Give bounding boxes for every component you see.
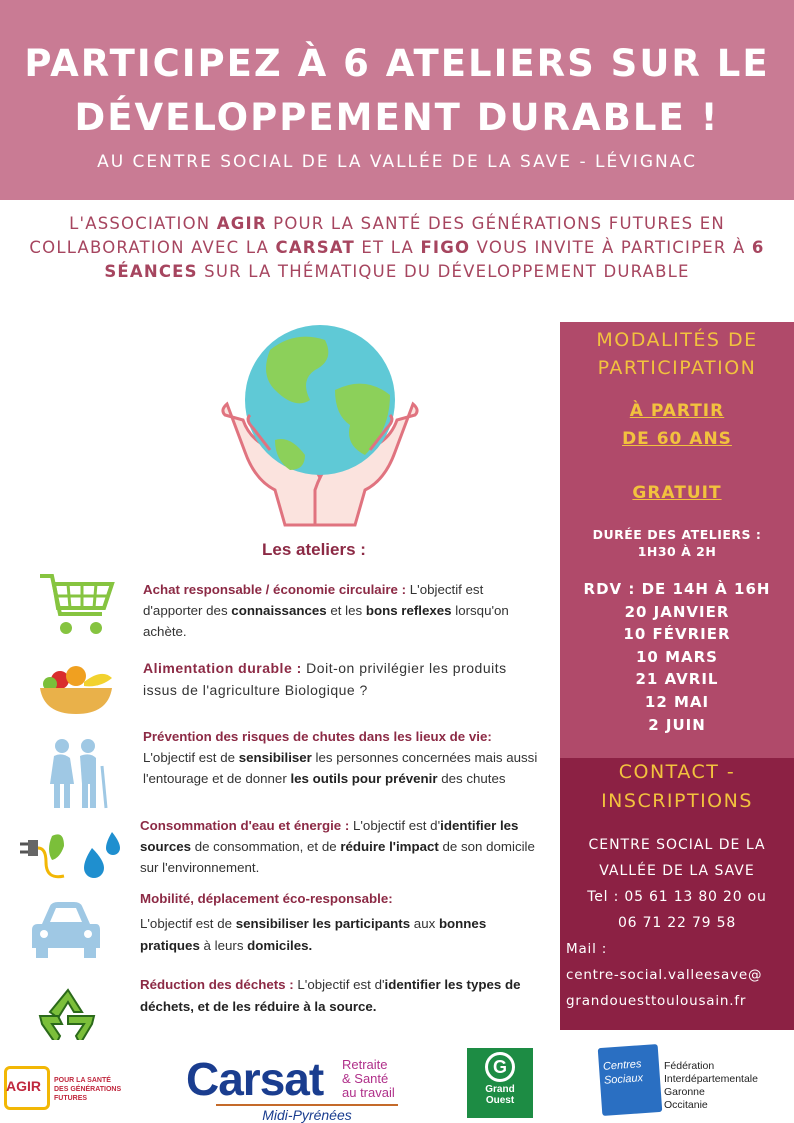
atelier-text: L'objectif est d'	[293, 977, 385, 992]
age-line-1: À PARTIR	[629, 401, 725, 421]
mail-label: Mail :	[566, 941, 608, 957]
age-line-2: DE 60 ANS	[622, 429, 732, 449]
car-icon	[30, 900, 102, 960]
date-item: 10 MARS	[636, 647, 718, 666]
atelier-bold: sensibiliser	[238, 750, 312, 765]
atelier-bold: identifier les sources	[140, 818, 519, 854]
agir-logo-tagline: POUR LA SANTÉ DES GÉNÉRATIONS FUTURES	[54, 1077, 122, 1102]
contact-title-l2: INSCRIPTIONS	[601, 790, 753, 812]
atelier-item	[143, 579, 543, 642]
recycle-icon	[36, 986, 100, 1048]
atelier-text: de consommation, et de	[191, 839, 341, 854]
atelier-heading: Mobilité, déplacement éco-responsable:	[140, 891, 393, 906]
date-item: 2 JUIN	[648, 715, 706, 734]
intro-part: VOUS INVITE À PARTICIPER À	[470, 238, 752, 257]
atelier-text: L'objectif est de	[143, 750, 239, 765]
grand-ouest-line: Grand	[485, 1084, 515, 1095]
duree-line-2: 1H30 À 2H	[637, 544, 717, 559]
header-banner	[0, 0, 794, 200]
figo-line: Garonne	[664, 1086, 705, 1098]
atelier-text: L'objectif est d'	[349, 818, 441, 833]
atelier-bold: réduire l'impact	[340, 839, 439, 854]
atelier-text: lorsqu'on achète.	[143, 603, 509, 639]
atelier-text: et les	[326, 603, 366, 618]
grand-ouest-logo-text	[467, 1084, 533, 1106]
atelier-bold: connaissances	[231, 603, 327, 618]
contact-title-l1: CONTACT -	[618, 761, 736, 783]
mail-line-2[interactable]: grandouesttoulousain.fr	[566, 993, 747, 1009]
atelier-bold: bonnes pratiques	[140, 916, 487, 953]
carsat-tag-line: & Santé	[342, 1071, 389, 1086]
intro-figo: FIGO	[420, 238, 471, 257]
grand-ouest-logo-mark: G	[485, 1052, 515, 1082]
carsat-tag-line: Retraite	[342, 1057, 388, 1072]
address-line-2: VALLÉE DE LA SAVE	[599, 863, 755, 879]
gratuit-label: GRATUIT	[632, 483, 722, 503]
shopping-cart-icon	[38, 570, 116, 640]
phone-line-1: Tel : 05 61 13 80 20 ou	[587, 889, 767, 905]
atelier-heading: Prévention des risques de chutes dans les lieux de vie:	[143, 729, 492, 744]
atelier-bold: bons reflexes	[365, 603, 452, 618]
atelier-heading: Réduction des déchets :	[140, 977, 294, 992]
contact-phone	[560, 884, 794, 936]
modalites-panel	[560, 322, 794, 758]
atelier-text: L'objectif est d'apporter des	[143, 582, 484, 618]
atelier-text: L'objectif est de	[140, 916, 236, 931]
figo-logo-mark: Centres Sociaux	[598, 1044, 663, 1116]
mail-line-1[interactable]: centre-social.valleesave@	[566, 967, 763, 983]
atelier-item	[140, 888, 540, 957]
atelier-text: des chutes	[437, 771, 506, 786]
date-item: 10 FÉVRIER	[623, 625, 731, 644]
modalites-title-l1: MODALITÉS DE	[596, 329, 758, 351]
contact-mail	[566, 936, 794, 1014]
atelier-text: les personnes concernées mais aussi l'entourage et de donner	[143, 750, 538, 786]
phone-line-2: 06 71 22 79 58	[617, 915, 737, 931]
figo-line: Interdépartementale	[664, 1073, 758, 1085]
duree-block	[560, 526, 794, 560]
atelier-item	[143, 726, 543, 789]
atelier-text: de son domicile sur l'environnement.	[140, 839, 535, 875]
atelier-bold: identifier les types de déchets, et de les réduire à la source.	[140, 977, 521, 1014]
carsat-logo-word: Carsat	[186, 1053, 324, 1105]
intro-text	[20, 212, 774, 284]
atelier-bold: domiciles.	[247, 938, 313, 953]
duree-line-1: DURÉE DES ATELIERS :	[592, 527, 762, 542]
carsat-tag-line: au travail	[342, 1085, 395, 1100]
date-item: 21 AVRIL	[635, 670, 719, 689]
contact-title	[560, 758, 794, 816]
atelier-bold: les outils pour prévenir	[290, 771, 438, 786]
elderly-couple-icon	[40, 736, 112, 810]
intro-carsat: CARSAT	[275, 238, 355, 257]
atelier-item	[140, 974, 540, 1018]
atelier-text: à leurs	[199, 938, 248, 953]
address-line-1: CENTRE SOCIAL DE LA	[588, 837, 766, 853]
contact-address	[560, 832, 794, 884]
subtitle: AU CENTRE SOCIAL DE LA VALLÉE DE LA SAVE - LÉVIGNAC	[97, 152, 697, 172]
contact-panel	[560, 758, 794, 1030]
globe-hands-icon	[215, 320, 425, 530]
atelier-text: Doit-on privilégier les produits issus de l'agriculture Biologique ?	[143, 660, 507, 698]
modalites-title-l2: PARTICIPATION	[597, 357, 757, 379]
agir-logo	[2, 1060, 122, 1116]
intro-part: SUR LA THÉMATIQUE DU DÉVELOPPEMENT DURABLE	[197, 262, 690, 281]
carsat-logo-tagline	[342, 1058, 395, 1100]
grand-ouest-line: Ouest	[485, 1095, 515, 1106]
date-item: 12 MAI	[644, 692, 710, 711]
title-line-2: DÉVELOPPEMENT DURABLE !	[74, 96, 720, 139]
intro-part: L'ASSOCIATION	[69, 214, 217, 233]
intro-agir: AGIR	[216, 214, 267, 233]
carsat-logo-region: Midi-Pyrénées	[216, 1104, 398, 1122]
intro-seances: 6 SÉANCES	[104, 238, 765, 281]
atelier-item	[143, 657, 523, 701]
rdv-line: RDV : DE 14H À 16H	[583, 580, 771, 598]
footer-logos	[0, 1040, 794, 1123]
atelier-heading: Alimentation durable :	[143, 660, 302, 676]
figo-line: Occitanie	[664, 1099, 708, 1111]
atelier-heading: Consommation d'eau et énergie :	[140, 818, 350, 833]
dates-block	[560, 578, 794, 736]
title-line-1: PARTICIPEZ À 6 ATELIERS SUR LE	[24, 42, 770, 85]
intro-part: ET LA	[354, 238, 421, 257]
grand-ouest-logo	[467, 1048, 533, 1118]
carsat-logo	[186, 1052, 404, 1122]
atelier-item	[140, 815, 540, 878]
fruit-bowl-icon	[36, 662, 116, 716]
intro-part: POUR LA SANTÉ DES GÉNÉRATIONS FUTURES EN COLLABORATION AVEC LA	[29, 214, 725, 257]
atelier-heading: Achat responsable / économie circulaire :	[143, 582, 407, 597]
ateliers-title: Les ateliers :	[262, 540, 366, 559]
modalites-title	[560, 326, 794, 382]
figo-line: Fédération	[664, 1060, 715, 1072]
figo-logo	[600, 1046, 790, 1118]
date-item: 20 JANVIER	[624, 602, 730, 621]
water-energy-icon	[12, 826, 130, 886]
atelier-text: aux	[410, 916, 439, 931]
agir-logo-word: AGIR	[6, 1078, 41, 1094]
figo-logo-text	[664, 1060, 758, 1112]
atelier-bold: sensibiliser les participants	[235, 916, 411, 931]
